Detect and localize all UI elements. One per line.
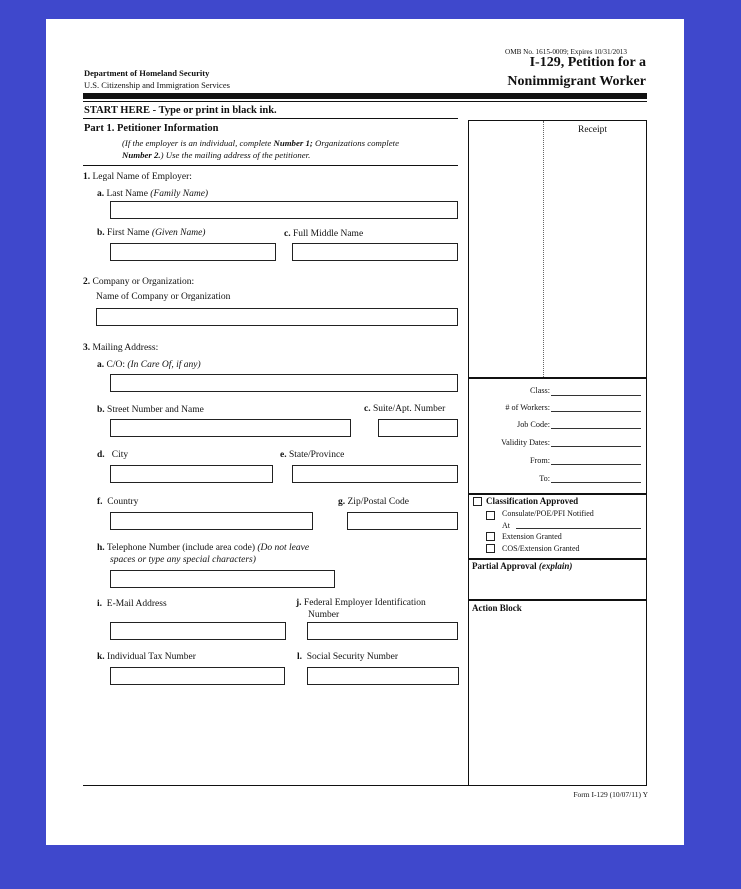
suite-input[interactable] xyxy=(378,419,458,437)
class-line[interactable] xyxy=(551,395,641,396)
q3d-label: d. City xyxy=(97,450,129,460)
country-input[interactable] xyxy=(110,512,313,530)
validity-label: Validity Dates: xyxy=(501,438,550,447)
fein-input[interactable] xyxy=(307,622,458,640)
part1-title: Part 1. Petitioner Information xyxy=(84,123,219,134)
class-label: Class: xyxy=(529,386,550,395)
q3i-label: i. E-Mail Address xyxy=(97,599,167,609)
receipt-divider xyxy=(543,121,544,377)
agency-name: Department of Homeland Security xyxy=(84,68,210,78)
individual-tax-input[interactable] xyxy=(110,667,285,685)
q1b-label: b. First Name (Given Name) xyxy=(97,228,206,238)
q3k-label: k. Individual Tax Number xyxy=(97,652,196,662)
consulate-checkbox[interactable] xyxy=(486,511,495,520)
workers-label: # of Workers: xyxy=(505,403,550,412)
q3l-label: l. Social Security Number xyxy=(297,652,399,662)
at-label: At xyxy=(502,521,510,530)
form-title-line2: Nonimmigrant Worker xyxy=(507,74,646,89)
telephone-input[interactable] xyxy=(110,570,335,588)
part1-note-line2: Number 2.) Use the mailing address of the petitioner. xyxy=(122,150,311,160)
consulate-label: Consulate/POE/PFI Notified xyxy=(502,509,594,518)
job-code-label: Job Code: xyxy=(517,420,550,429)
q3f-label: f. Country xyxy=(97,497,139,507)
q2-label: 2. Company or Organization: xyxy=(83,277,195,287)
start-here: START HERE - Type or print in black ink. xyxy=(84,105,277,116)
action-block-rule xyxy=(468,599,647,601)
q3g-label: g. Zip/Postal Code xyxy=(338,497,409,507)
to-line[interactable] xyxy=(551,482,641,483)
uscis-use-panel xyxy=(468,120,647,786)
state-input[interactable] xyxy=(292,465,458,483)
cos-extension-label: COS/Extension Granted xyxy=(502,544,580,553)
q3h-label: h. Telephone Number (include area code) (Do not leave xyxy=(97,543,310,553)
start-rule xyxy=(83,118,458,119)
header-rule-thick xyxy=(83,93,647,99)
from-label: From: xyxy=(529,456,550,465)
omb-number: OMB No. 1615-0009; Expires 10/31/2013 xyxy=(505,48,627,56)
extension-granted-checkbox[interactable] xyxy=(486,532,495,541)
ssn-input[interactable] xyxy=(307,667,459,685)
cos-extension-checkbox[interactable] xyxy=(486,544,495,553)
q3-label: 3. Mailing Address: xyxy=(83,343,159,353)
part1-note-line1: (If the employer is an individual, complete Number 1; Organizations complete xyxy=(122,138,399,148)
part1-rule xyxy=(83,165,458,166)
receipt-title: Receipt xyxy=(578,125,608,135)
validity-line[interactable] xyxy=(551,446,641,447)
care-of-input[interactable] xyxy=(110,374,458,392)
email-input[interactable] xyxy=(110,622,286,640)
q2-sub-label: Name of Company or Organization xyxy=(96,292,231,302)
q3j-label: j. Federal Employer Identification xyxy=(296,598,426,608)
q3h-hint-line2: spaces or type any special characters) xyxy=(110,555,256,565)
first-name-input[interactable] xyxy=(110,243,276,261)
at-line[interactable] xyxy=(516,528,641,529)
q3c-label: c. Suite/Apt. Number xyxy=(364,404,446,414)
city-input[interactable] xyxy=(110,465,273,483)
classification-rule xyxy=(468,493,647,495)
q1c-label: c. Full Middle Name xyxy=(284,229,364,239)
q3a-label: a. C/O: (In Care Of, if any) xyxy=(97,360,201,370)
middle-name-input[interactable] xyxy=(292,243,458,261)
q3j-label-line2: Number xyxy=(308,610,340,620)
job-code-line[interactable] xyxy=(551,428,641,429)
from-line[interactable] xyxy=(551,464,641,465)
extension-granted-label: Extension Granted xyxy=(502,532,562,541)
last-name-input[interactable] xyxy=(110,201,458,219)
form-page xyxy=(46,19,684,845)
action-block-label: Action Block xyxy=(472,603,522,613)
q3e-label: e. State/Province xyxy=(280,450,345,460)
service-name: U.S. Citizenship and Immigration Services xyxy=(84,80,230,90)
partial-approval-label: Partial Approval (explain) xyxy=(472,561,573,571)
receipt-section-rule xyxy=(468,377,647,379)
classification-approved-checkbox[interactable] xyxy=(473,497,482,506)
street-input[interactable] xyxy=(110,419,351,437)
q1-label: 1. Legal Name of Employer: xyxy=(83,172,192,182)
form-title-line1: I-129, Petition for a xyxy=(529,55,646,70)
partial-approval-rule xyxy=(468,558,647,560)
zip-input[interactable] xyxy=(347,512,458,530)
form-footer: Form I-129 (10/07/11) Y xyxy=(573,790,648,799)
q1a-label: a. Last Name (Family Name) xyxy=(97,189,209,199)
workers-line[interactable] xyxy=(551,411,641,412)
q3b-label: b. Street Number and Name xyxy=(97,405,204,415)
classification-approved-label: Classification Approved xyxy=(486,496,579,506)
to-label: To: xyxy=(539,474,550,483)
header-rule-thin xyxy=(83,101,647,102)
company-name-input[interactable] xyxy=(96,308,458,326)
